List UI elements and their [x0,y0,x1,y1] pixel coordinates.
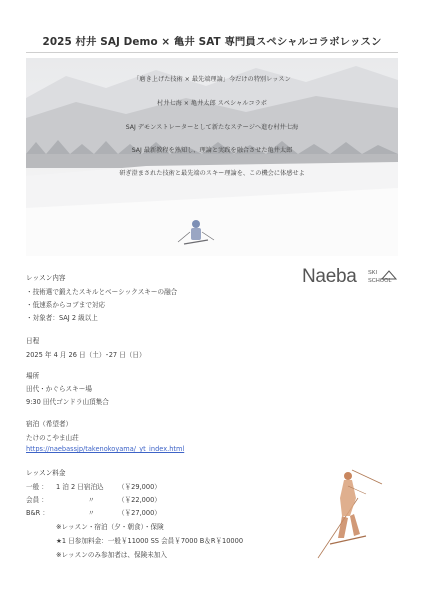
title-divider [26,52,398,53]
lesson-item: ・対象者：SAJ 2 級以上 [26,314,98,322]
logo-school: SCHOOL [368,278,392,284]
date-value: 2025 年 4 月 26 日（土）･27 日（日） [26,351,146,359]
stay-heading: 宿泊（希望者） [26,420,73,428]
hero-image [26,58,398,256]
hero-line-5: 研ぎ澄まされた技術と最先端のスキー理論を、この機会に体感せよ [119,170,305,177]
lesson-heading: レッスン内容 [26,274,66,282]
place-venue: 田代・かぐらスキー場 [26,385,92,393]
logo-wordmark: Naeba [302,266,357,287]
page-title: 2025 村井 SAJ Demo × 亀井 SAT 専門員スペシャルコラボレッスン [42,36,382,48]
hero-line-2: 村井七海 × 亀井太郎 スペシャルコラボ [157,100,267,107]
place-meeting: 9:30 田代ゴンドラ山頂集合 [26,398,109,406]
fee-label: 一般 ： [26,483,48,491]
fee-note-insurance: ※レッスンのみ参加者は、保険未加入 [56,551,167,559]
fee-desc: 〃 [88,496,95,504]
fee-desc: 1 泊 2 日宿泊込 [56,483,104,491]
fee-label: 会員 ： [26,496,48,504]
ski-slope-photo [26,58,398,256]
naeba-ski-school-logo [302,266,402,294]
hero-line-4: SAJ 最新教程を熟知し、理論と実践を融合させた亀井太郎 [131,147,293,154]
fee-note-included: ※レッスン・宿泊（夕・朝食）・保険 [56,523,164,531]
fee-note-day-rate: ★1 日参加料金：一般￥11000 SS 会員￥7000 B＆R￥10000 [56,537,244,545]
lesson-item: ・低速系からコブまで対応 [26,301,106,309]
fee-heading: レッスン料金 [26,469,66,477]
lesson-item: ・技術選で鍛えたスキルとベーシックスキーの融合 [26,288,178,296]
stay-name: たけのこやま山荘 [26,434,79,442]
hero-line-1: 「磨き上げた技術 × 最先端理論」今だけの特別レッスン [133,76,291,83]
logo-ski: SKI [368,270,378,276]
date-heading: 日程 [26,337,40,345]
fee-price: （￥29,000） [118,483,161,491]
fee-label: B&R ： [26,509,49,517]
fee-price: （￥22,000） [118,496,161,504]
stay-link[interactable]: https://naebassjp/takenokoyama/_yt_index.html [26,445,185,453]
skier-illustration [308,458,388,568]
mountain-icon [380,270,400,280]
hero-line-3: SAJ デモンストレーターとして新たなステージへ進む村井七海 [125,124,299,131]
fee-price: （￥27,000） [118,509,161,517]
fee-desc: 〃 [88,509,95,517]
place-heading: 場所 [26,372,40,380]
